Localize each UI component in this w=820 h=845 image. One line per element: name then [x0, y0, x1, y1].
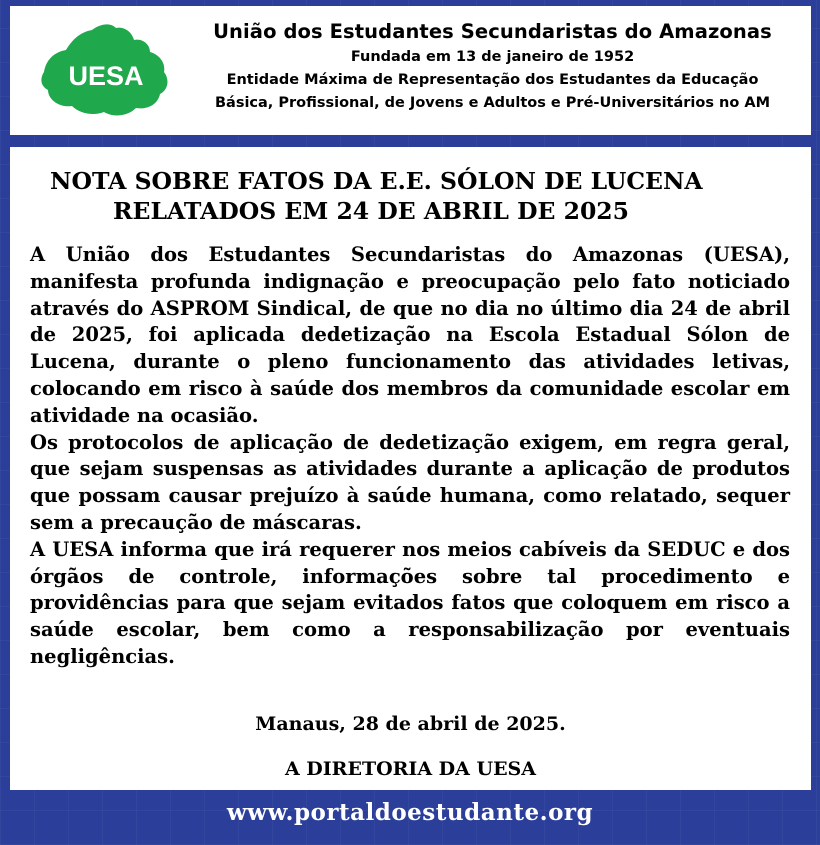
note-title-line-1: NOTA SOBRE FATOS DA E.E. SÓLON DE LUCENA — [50, 167, 703, 195]
note-body — [30, 242, 790, 671]
description-line-1: Entidade Máxima de Representação dos Estudantes da Educação — [226, 72, 759, 88]
note-panel — [10, 147, 811, 790]
note-title-line-2: RELATADOS EM 24 DE ABRIL DE 2025 — [113, 197, 630, 225]
amazonas-map-icon — [36, 20, 176, 120]
place-date: Manaus, 28 de abril de 2025. — [255, 713, 566, 735]
paragraph-1: A União dos Estudantes Secundaristas do Amazonas (UESA), manifesta profunda indignação e preocupação pelo fato noticiado através do ASPROM Sindical, de que no dia no último dia 24 de abril de 2025, foi aplicada dedetização na Escola Estadual Sólon de Lucena, durante o pleno funcionamento das atividades letivas, colocando em risco à saúde dos membros da comunidade escolar em atividade na ocasião. — [30, 243, 790, 427]
paragraph-3: A UESA informa que irá requerer nos meios cabíveis da SEDUC e dos órgãos de controle, informações sobre tal procedimento e providências para que sejam evitados fatos que coloquem em risco a saúde escolar, bem como a responsabilização por eventuais negligências. — [30, 537, 790, 668]
uesa-logo — [36, 20, 176, 120]
website-url[interactable]: www.portaldoestudante.org — [226, 799, 594, 826]
note-title — [10, 166, 811, 226]
logo-text: UESA — [68, 61, 144, 91]
header-panel — [10, 6, 811, 135]
signature: A DIRETORIA DA UESA — [284, 758, 537, 780]
description-line-2: Básica, Profissional, de Jovens e Adultos e Pré-Universitários no AM — [214, 95, 771, 111]
organization-info — [180, 18, 805, 115]
organization-name: União dos Estudantes Secundaristas do Amazonas — [213, 20, 772, 43]
foundation-date: Fundada em 13 de janeiro de 1952 — [350, 49, 635, 65]
paragraph-2: Os protocolos de aplicação de dedetização exigem, em regra geral, que sejam suspensas as atividades durante a aplicação de produtos que possam causar prejuízo à saúde humana, como relatado, sequer sem a precaução de máscaras. — [30, 430, 790, 534]
